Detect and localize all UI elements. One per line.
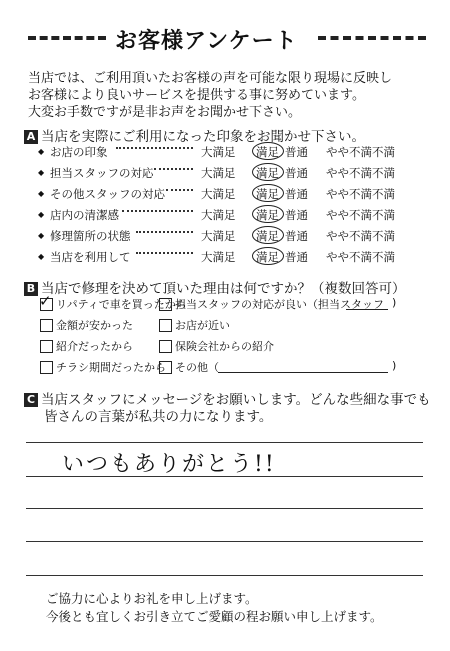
rating-option[interactable]: 大満足 xyxy=(201,229,236,243)
selection-circle xyxy=(252,226,284,244)
message-line-4 xyxy=(26,541,423,542)
option-checkbox[interactable] xyxy=(159,319,172,332)
rating-option[interactable]: 普通 xyxy=(285,166,308,180)
handwritten-message[interactable]: いつもありがとう!! xyxy=(62,452,276,477)
rating-option[interactable]: 不満 xyxy=(372,145,395,159)
section-a-title: 当店を実際にご利用になった印象をお聞かせ下さい。 xyxy=(41,129,365,145)
message-line-3 xyxy=(26,508,423,509)
option-checkbox[interactable] xyxy=(40,340,53,353)
title-banner xyxy=(0,12,450,52)
intro-line-3: 大変お手数ですが是非お声をお聞かせ下さい。 xyxy=(28,105,302,120)
rating-item-label: 担当スタッフの対応 xyxy=(50,166,154,180)
selection-circle xyxy=(252,184,284,202)
rating-option[interactable]: やや不満 xyxy=(326,208,372,222)
rating-option[interactable]: 満足 xyxy=(256,208,279,222)
rating-row xyxy=(38,228,450,248)
rating-option[interactable]: 大満足 xyxy=(201,187,236,201)
message-line-5 xyxy=(26,575,423,576)
option-checkbox[interactable] xyxy=(159,361,172,374)
rating-option[interactable]: 満足 xyxy=(256,250,279,264)
rating-item-label: 修理箇所の状態 xyxy=(50,229,131,243)
option-checkbox[interactable] xyxy=(159,340,172,353)
leader-dots xyxy=(154,168,193,170)
bullet-icon: ◆ xyxy=(38,189,45,198)
closing-paren: ) xyxy=(392,296,397,309)
section-b-heading xyxy=(24,277,406,297)
bullet-icon: ◆ xyxy=(38,168,45,177)
check-mark-icon: ✓ xyxy=(39,292,52,310)
write-in-underline[interactable] xyxy=(218,372,388,373)
option-label: その他（ xyxy=(175,361,219,374)
bullet-icon: ◆ xyxy=(38,231,45,240)
write-in-underline[interactable] xyxy=(346,309,388,310)
rating-option[interactable]: 普通 xyxy=(285,208,308,222)
rating-option[interactable]: 普通 xyxy=(285,145,308,159)
option-checkbox[interactable] xyxy=(40,361,53,374)
section-c-title-1: 当店スタッフにメッセージをお願いします。どんな些細な事でも xyxy=(41,392,431,408)
closing-line-1: ご協力に心よりお礼を申し上げます。 xyxy=(46,591,258,606)
option-label: 担当スタッフの対応が良い（担当スタッフ xyxy=(175,298,384,311)
option-label: 金額が安かった xyxy=(56,319,133,332)
option-label: チラシ期間だったから xyxy=(56,361,166,374)
rating-option[interactable]: 不満 xyxy=(372,250,395,264)
rating-option[interactable]: 不満 xyxy=(372,187,395,201)
selection-circle xyxy=(252,247,284,265)
option-label: リパティで車を買ったから xyxy=(56,298,187,311)
rating-option[interactable]: 大満足 xyxy=(201,208,236,222)
section-c-title-2: 皆さんの言葉が私共の力になります。 xyxy=(44,409,273,425)
section-a-heading xyxy=(24,125,365,145)
page-title: お客様アンケート xyxy=(115,29,298,54)
rating-option[interactable]: 普通 xyxy=(285,250,308,264)
selection-circle xyxy=(252,205,284,223)
bullet-icon: ◆ xyxy=(38,252,45,261)
rating-option[interactable]: 不満 xyxy=(372,208,395,222)
rating-item-label: 当店を利用して xyxy=(50,250,131,264)
title-right-rule xyxy=(318,36,426,40)
leader-dots xyxy=(122,210,193,212)
rating-option[interactable]: 満足 xyxy=(256,229,279,243)
rating-option[interactable]: 普通 xyxy=(285,187,308,201)
rating-option[interactable]: 満足 xyxy=(256,187,279,201)
rating-option[interactable]: 満足 xyxy=(256,166,279,180)
rating-option[interactable]: やや不満 xyxy=(326,229,372,243)
option-checkbox[interactable] xyxy=(40,319,53,332)
leader-dots xyxy=(136,252,193,254)
section-c-letter: C xyxy=(24,393,38,407)
rating-option[interactable]: 大満足 xyxy=(201,250,236,264)
section-b-title: 当店で修理を決めて頂いた理由は何ですか？（複数回答可） xyxy=(41,281,406,297)
rating-option[interactable]: 満足 xyxy=(256,145,279,159)
section-a-letter: A xyxy=(24,130,38,144)
rating-option[interactable]: 大満足 xyxy=(201,166,236,180)
rating-option[interactable]: やや不満 xyxy=(326,166,372,180)
option-label: 紹介だったから xyxy=(56,340,133,353)
rating-option[interactable]: 普通 xyxy=(285,229,308,243)
rating-row xyxy=(38,186,450,206)
intro-line-2: お客様により良いサービスを提供する事に努めています。 xyxy=(28,88,365,103)
rating-item-label: お店の印象 xyxy=(50,145,108,159)
selection-circle xyxy=(252,142,284,160)
rating-item-label: その他スタッフの対応 xyxy=(50,187,165,201)
rating-option[interactable]: やや不満 xyxy=(326,250,372,264)
rating-row xyxy=(38,207,450,227)
section-b-letter: B xyxy=(24,282,38,296)
leader-dots xyxy=(116,147,193,149)
closing-line-2: 今後とも宜しくお引き立てご愛顧の程お願い申し上げます。 xyxy=(46,609,383,624)
rating-option[interactable]: 不満 xyxy=(372,166,395,180)
rating-option[interactable]: 大満足 xyxy=(201,145,236,159)
rating-row xyxy=(38,165,450,185)
message-line-1 xyxy=(26,442,423,443)
rating-row xyxy=(38,144,450,164)
rating-option[interactable]: やや不満 xyxy=(326,187,372,201)
intro-line-1: 当店では、ご利用頂いたお客様の声を可能な限り現場に反映し xyxy=(28,71,393,86)
leader-dots xyxy=(166,189,193,191)
rating-option[interactable]: 不満 xyxy=(372,229,395,243)
selection-circle xyxy=(252,163,284,181)
title-left-rule xyxy=(28,36,106,40)
rating-item-label: 店内の清潔感 xyxy=(50,208,119,222)
bullet-icon: ◆ xyxy=(38,210,45,219)
option-checkbox[interactable] xyxy=(159,298,172,311)
closing-paren: ) xyxy=(392,359,397,372)
leader-dots xyxy=(136,231,193,233)
option-label: 保険会社からの紹介 xyxy=(175,340,274,353)
rating-option[interactable]: やや不満 xyxy=(326,145,372,159)
rating-row xyxy=(38,249,450,269)
option-label: お店が近い xyxy=(175,319,230,332)
bullet-icon: ◆ xyxy=(38,147,45,156)
